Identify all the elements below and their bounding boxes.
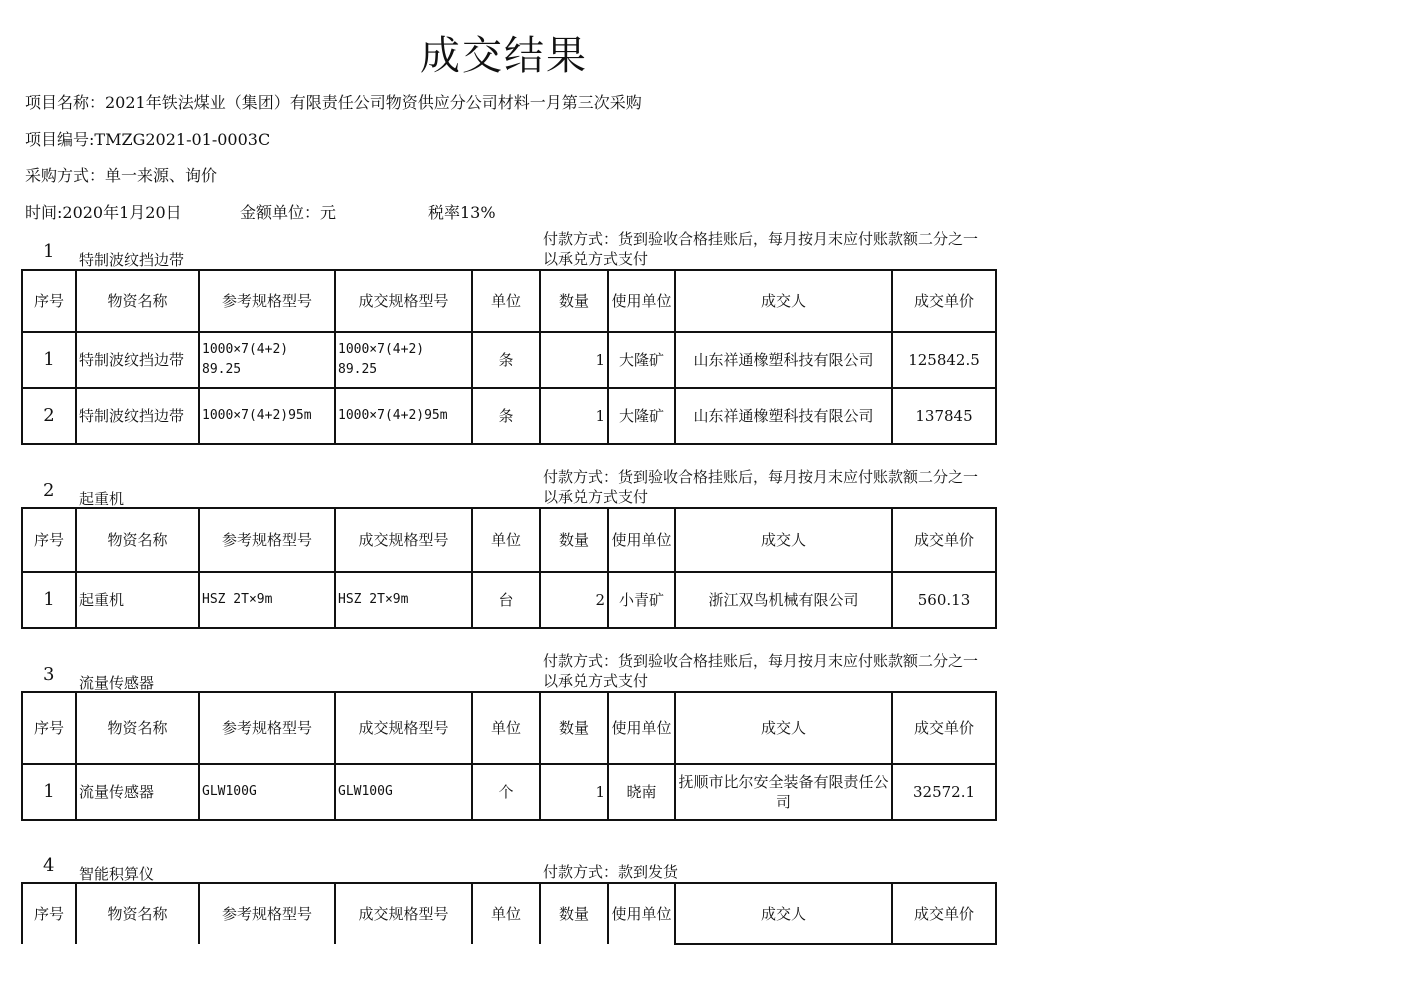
header-cell: 使用单位 <box>608 508 675 572</box>
table-header-row <box>22 270 996 332</box>
header-cell: 参考规格型号 <box>199 270 335 332</box>
header-cell: 单位 <box>472 692 540 764</box>
deal-spec: GLW100G <box>335 764 472 820</box>
header-cell: 单位 <box>472 508 540 572</box>
header-cell: 成交人 <box>675 508 892 572</box>
header-cell: 参考规格型号 <box>199 692 335 764</box>
unit-price: 137845 <box>892 388 996 444</box>
header-cell: 数量 <box>540 270 608 332</box>
reference-spec: 1000×7(4+2)95m <box>199 388 335 444</box>
row-index: 1 <box>22 572 76 628</box>
table-header-row <box>22 508 996 572</box>
header-cell: 物资名称 <box>76 270 199 332</box>
unit-price: 32572.1 <box>892 764 996 820</box>
item-name: 特制波纹挡边带 <box>76 332 199 388</box>
using-department: 大隆矿 <box>608 332 675 388</box>
quantity: 1 <box>540 388 608 444</box>
vendor: 浙江双鸟机械有限公司 <box>675 572 892 628</box>
section-number: 2 <box>43 480 55 501</box>
project-name: 项目名称：2021年铁法煤业（集团）有限责任公司物资供应分公司材料一月第三次采购 <box>25 93 642 112</box>
using-department: 大隆矿 <box>608 388 675 444</box>
section-number: 3 <box>43 664 55 685</box>
item-name: 特制波纹挡边带 <box>76 388 199 444</box>
currency-unit: 金额单位：元 <box>240 203 337 222</box>
header-cell: 序号 <box>22 508 76 572</box>
header-cell: 使用单位 <box>608 692 675 764</box>
table-row <box>22 388 996 444</box>
using-department: 小青矿 <box>608 572 675 628</box>
result-table <box>21 269 997 445</box>
reference-spec: GLW100G <box>199 764 335 820</box>
vendor: 山东祥通橡塑科技有限公司 <box>675 332 892 388</box>
header-cell: 成交规格型号 <box>335 508 472 572</box>
section-name: 特制波纹挡边带 <box>79 251 185 269</box>
page-title: 成交结果 <box>420 33 588 79</box>
vendor: 抚顺市比尔安全装备有限责任公司 <box>675 764 892 820</box>
project-number: 项目编号:TMZG2021-01-0003C <box>25 130 271 149</box>
row-index: 2 <box>22 388 76 444</box>
header-cell: 使用单位 <box>608 883 675 944</box>
header-cell: 成交人 <box>675 692 892 764</box>
item-name: 起重机 <box>76 572 199 628</box>
section-name: 流量传感器 <box>79 674 155 692</box>
payment-terms: 付款方式：货到验收合格挂账后，每月按月末应付账款额二分之一以承兑方式支付 <box>543 468 979 506</box>
table-row <box>22 764 996 820</box>
header-cell: 数量 <box>540 508 608 572</box>
using-department: 晓南 <box>608 764 675 820</box>
header-cell: 成交规格型号 <box>335 692 472 764</box>
header-cell: 数量 <box>540 692 608 764</box>
procurement-method: 采购方式：单一来源、询价 <box>25 166 218 185</box>
section-name: 智能积算仪 <box>79 865 155 883</box>
header-cell: 单位 <box>472 883 540 944</box>
deal-spec: 1000×7(4+2) 89.25 <box>335 332 472 388</box>
table-header-row <box>22 692 996 764</box>
unit: 个 <box>472 764 540 820</box>
row-index: 1 <box>22 332 76 388</box>
result-table <box>21 507 997 629</box>
payment-terms: 付款方式：款到发货 <box>543 863 679 881</box>
deal-spec: HSZ 2T×9m <box>335 572 472 628</box>
quantity: 1 <box>540 332 608 388</box>
header-cell: 数量 <box>540 883 608 944</box>
unit-price: 560.13 <box>892 572 996 628</box>
header-cell: 成交规格型号 <box>335 270 472 332</box>
payment-terms: 付款方式：货到验收合格挂账后，每月按月末应付账款额二分之一以承兑方式支付 <box>543 230 979 268</box>
reference-spec: HSZ 2T×9m <box>199 572 335 628</box>
payment-terms: 付款方式：货到验收合格挂账后，每月按月末应付账款额二分之一以承兑方式支付 <box>543 652 979 690</box>
unit: 条 <box>472 388 540 444</box>
header-cell: 物资名称 <box>76 508 199 572</box>
header-cell: 参考规格型号 <box>199 508 335 572</box>
deal-spec: 1000×7(4+2)95m <box>335 388 472 444</box>
header-cell: 成交单价 <box>892 508 996 572</box>
tax-rate: 税率13% <box>428 203 496 222</box>
unit: 条 <box>472 332 540 388</box>
header-cell: 成交单价 <box>892 692 996 764</box>
header-cell: 参考规格型号 <box>199 883 335 944</box>
quantity: 2 <box>540 572 608 628</box>
section-number: 1 <box>43 241 55 262</box>
header-cell: 成交单价 <box>892 270 996 332</box>
header-cell: 物资名称 <box>76 883 199 944</box>
header-cell: 使用单位 <box>608 270 675 332</box>
row-index: 1 <box>22 764 76 820</box>
section-name: 起重机 <box>79 490 125 508</box>
meta-line <box>25 202 496 224</box>
result-table <box>21 882 997 945</box>
header-cell: 序号 <box>22 692 76 764</box>
item-name: 流量传感器 <box>76 764 199 820</box>
header-cell: 成交人 <box>675 270 892 332</box>
unit: 台 <box>472 572 540 628</box>
section-number: 4 <box>43 855 55 876</box>
table-header-row <box>22 883 996 944</box>
header-cell: 成交规格型号 <box>335 883 472 944</box>
result-table <box>21 691 997 821</box>
table-row <box>22 332 996 388</box>
vendor: 山东祥通橡塑科技有限公司 <box>675 388 892 444</box>
header-cell: 序号 <box>22 883 76 944</box>
header-cell: 序号 <box>22 270 76 332</box>
header-cell: 成交单价 <box>892 883 996 944</box>
header-cell: 物资名称 <box>76 692 199 764</box>
unit-price: 125842.5 <box>892 332 996 388</box>
header-cell: 成交人 <box>675 883 892 944</box>
reference-spec: 1000×7(4+2) 89.25 <box>199 332 335 388</box>
quantity: 1 <box>540 764 608 820</box>
date: 时间:2020年1月20日 <box>25 203 182 222</box>
header-cell: 单位 <box>472 270 540 332</box>
table-row <box>22 572 996 628</box>
